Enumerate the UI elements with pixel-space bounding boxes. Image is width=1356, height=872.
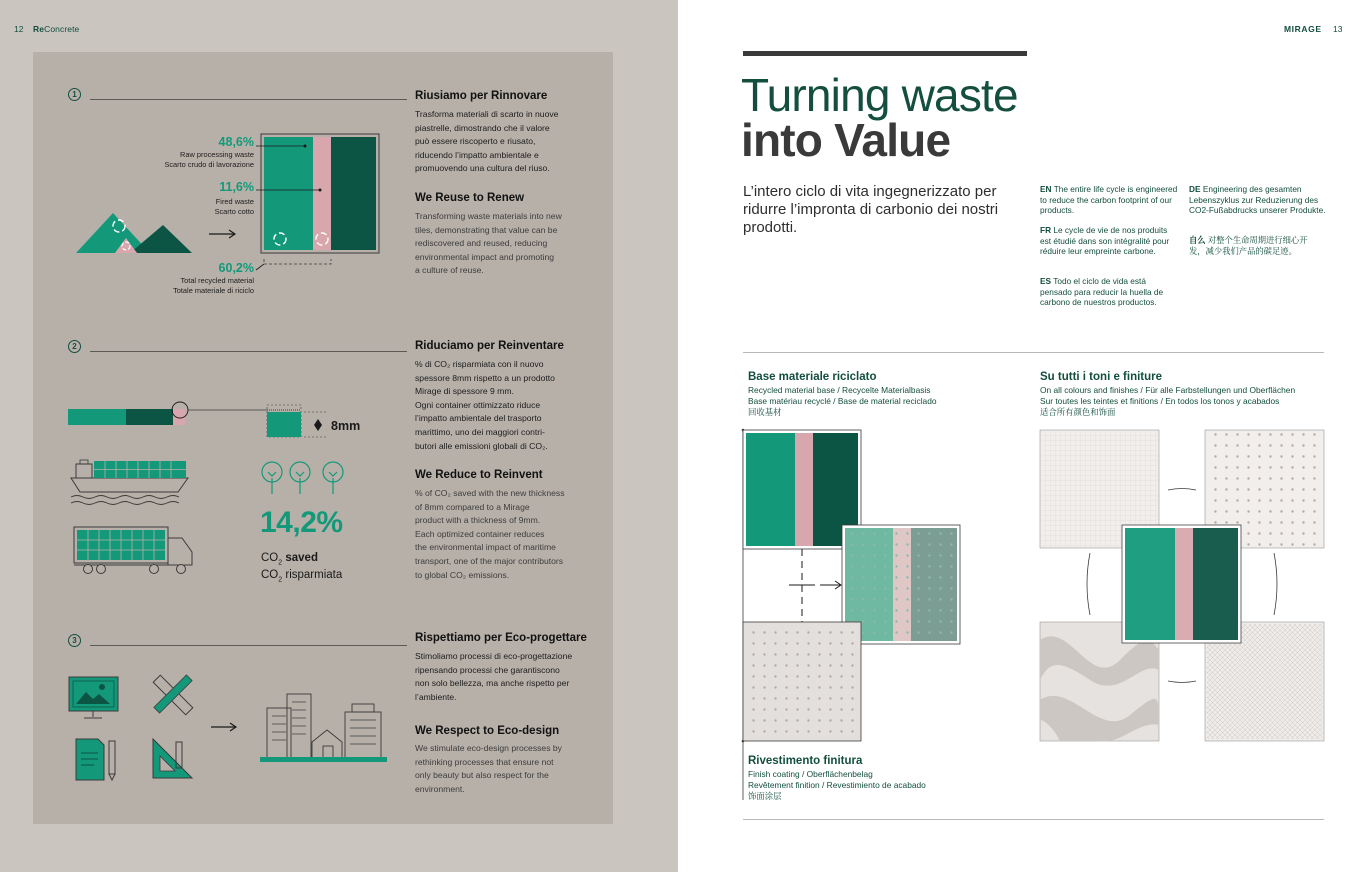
translation-de: DE Engineering des gesamten Lebenszyklus zur Reduzierung des CO2-Fußabdrucks unserer Produkte.	[1189, 184, 1326, 215]
finish-caption-line-3: 饰面涂层	[748, 791, 782, 801]
base-caption-title: Base materiale riciclato	[748, 371, 877, 383]
section-1-title-it: Riusiamo per Rinnovare	[415, 90, 548, 102]
colours-caption-title: Su tutti i toni e finiture	[1040, 371, 1163, 383]
page-number-right: 13	[1333, 24, 1343, 34]
base-caption-line-3: 回收基材	[748, 407, 782, 417]
fired-waste-percent: 11,6%	[219, 180, 254, 194]
step-number-3: 3	[68, 634, 81, 647]
brand-mirage: MIRAGE	[1284, 24, 1322, 34]
plus-arrow-icon	[789, 549, 841, 622]
finish-caption-line-2: Revêtement finition / Revestimiento de acabado	[748, 780, 926, 790]
co2-saved-label: $CO_2$ saved $CO_2$ risparmiata	[261, 552, 343, 584]
finish-caption-line-1: Finish coating / Oberflächenbelag	[748, 769, 873, 779]
section-2-title-it: Riduciamo per Reinventare	[415, 340, 564, 352]
section-3-title-it: Rispettiamo per Eco-progettare	[415, 632, 587, 644]
total-recycled-label: Total recycled material Totale materiale di riciclo	[173, 276, 254, 295]
colours-caption-line-3: 适合所有颜色和饰面	[1040, 407, 1116, 417]
total-recycled-percent: 60,2%	[218, 261, 254, 275]
title-bold: into Value	[741, 114, 951, 166]
section-1-title-en: We Reuse to Renew	[415, 192, 525, 204]
translation-en: EN The entire life cycle is engineered to reduce the carbon footprint of our products.	[1040, 184, 1178, 215]
base-caption-line-1: Recycled material base / Recycelte Materialbasis	[748, 385, 931, 395]
translation-fr: FR Le cycle de vie de nos produits est étudié dans son intégralité pour réduire leur empreinte carbone.	[1040, 225, 1170, 256]
section-2-body-it: % di CO₂ risparmiata con il nuovo spessore 8mm rispetto a un prodotto Mirage di spessore 9 mm. Ogni container ottimizzato riduce l’impatto ambientale del trasporto marittimo, uno dei maggiori contri- butori alle emissioni globali di CO₂.	[415, 359, 555, 451]
colours-caption-line-1: On all colours and finishes / Für alle Farbstellungen und Oberflächen	[1040, 385, 1296, 395]
section-3-body-it: Stimoliamo processi di eco-progettazione ripensando processi che garantiscono non solo bellezza, ma anche rispetto per l’ambiente.	[415, 651, 573, 702]
colours-caption-line-2: Sur toutes les teintes et finitions / En todos los tonos y acabados	[1040, 396, 1280, 406]
translation-zh: 自么 对整个生命周期进行细心开发，减少我们产品的碳足迹。	[1189, 235, 1308, 256]
finish-caption-title: Rivestimento finitura	[748, 755, 863, 767]
title-light: Turning waste	[741, 69, 1018, 121]
section-1-body-it: Trasforma materiali di scarto in nuove piastrelle, dimostrando che il valore può essere riscoperto e riusato, riducendo l’impatto ambientale e promuovendo una cultura del riuso.	[415, 109, 559, 174]
thickness-label: 8mm	[331, 419, 361, 433]
section-2-body-en: % of CO₂ saved with the new thickness of 8mm compared to a Mirage product with a thickness of 9mm. Each optimized container reduces the environmental impact of maritime transport, one of the major contributors to global CO₂ emissions.	[415, 488, 565, 580]
brand-reconcrete: ReConcrete	[33, 24, 80, 34]
co2-saved-value: 14,2%	[260, 506, 343, 539]
step-number-1: 1	[68, 88, 81, 101]
translation-es: ES Todo el ciclo de vida está pensado para reducir la huella de carbono de nuestros productos.	[1040, 276, 1164, 307]
section-1-body-en: Transforming waste materials into new tiles, demonstrating that value can be rediscovered and reused, reducing environmental impact and promoting a culture of reuse.	[415, 211, 562, 276]
section-3-title-en: We Respect to Eco-design	[415, 725, 560, 737]
raw-waste-label: Raw processing waste Scarto crudo di lavorazione	[164, 150, 254, 169]
section-2-title-en: We Reduce to Reinvent	[415, 469, 543, 481]
subtitle: L’intero ciclo di vita ingegnerizzato per ridurre l’impronta di carbonio dei nostri prodotti.	[743, 183, 999, 236]
page-number-left: 12	[14, 24, 24, 34]
raw-waste-percent: 48,6%	[218, 135, 254, 149]
fired-waste-label: Fired waste Scarto cotto	[214, 197, 254, 216]
section-3-body-en: We stimulate eco-design processes by rethinking processes that ensure not only beauty but also respect for the environment.	[415, 743, 562, 794]
finish-tile-grey	[743, 622, 861, 741]
base-caption-line-2: Base matériau recyclé / Base de material reciclado	[748, 396, 937, 406]
center-tile-illustration	[1122, 525, 1241, 643]
step-number-2: 2	[68, 340, 81, 353]
